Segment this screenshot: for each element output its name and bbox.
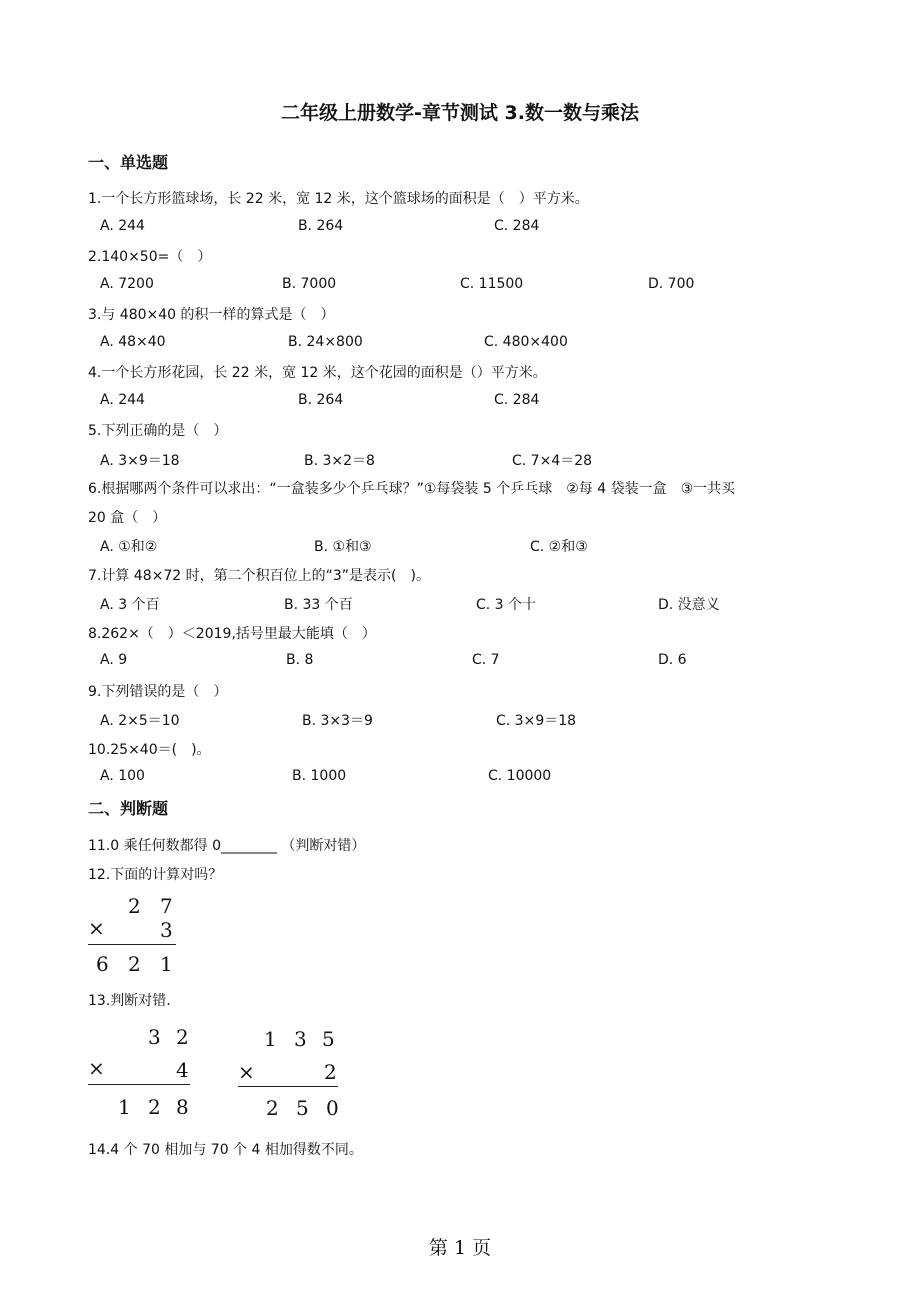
q10-option-a: A. 100 (100, 768, 145, 784)
q8-option-d: D. 6 (658, 652, 687, 668)
q13a-result-digit: 2 (148, 1095, 161, 1119)
q3-option-c: C. 480×400 (484, 334, 568, 350)
q12-multiplier-digit: 3 (160, 918, 173, 942)
question-11: 11.0 乘任何数都得 0________ （判断对错） (88, 838, 366, 854)
question-2: 2.140×50=（ ） (88, 249, 212, 265)
q13a-result-digit: 1 (118, 1095, 131, 1119)
q9-option-b: B. 3×3＝9 (302, 713, 373, 729)
q13b-top-digit: 1 (264, 1027, 277, 1051)
q13a-result-line (88, 1084, 190, 1085)
q7-option-c: C. 3 个十 (476, 597, 537, 613)
q8-option-a: A. 9 (100, 652, 128, 668)
q9-option-a: A. 2×5＝10 (100, 713, 180, 729)
q7-option-d: D. 没意义 (658, 597, 720, 613)
q10-option-c: C. 10000 (488, 768, 552, 784)
question-9: 9.下列错误的是（ ） (88, 684, 228, 700)
q12-multiply-sign: × (88, 916, 105, 940)
question-10: 10.25×40＝( )。 (88, 742, 211, 758)
q7-option-a: A. 3 个百 (100, 597, 160, 613)
q13b-multiplier-digit: 2 (324, 1060, 337, 1084)
question-12: 12.下面的计算对吗？ (88, 867, 223, 883)
q13b-result-digit: 2 (266, 1096, 279, 1120)
question-7: 7.计算 48×72 时，第二个积百位上的“3”是表示( )。 (88, 568, 430, 584)
q3-option-a: A. 48×40 (100, 334, 166, 350)
q2-option-b: B. 7000 (282, 276, 337, 292)
section-heading-true-false: 二、判断题 (88, 799, 169, 818)
q13b-result-line (238, 1086, 338, 1087)
q6-option-c: C. ②和③ (530, 539, 588, 555)
q1-option-c: C. 284 (494, 218, 540, 234)
q8-option-b: B. 8 (286, 652, 314, 668)
q5-option-c: C. 7×4＝28 (512, 453, 593, 469)
q4-option-a: A. 244 (100, 392, 145, 408)
question-6: 6.根据哪两个条件可以求出：“一盒装多少个乒乓球？”①每袋装 5 个乒乓球 ②每 4 袋装一盒 ③一共买 (88, 481, 736, 497)
question-3: 3.与 480×40 的积一样的算式是（ ） (88, 307, 335, 323)
page-number: 第 1 页 (428, 1237, 492, 1259)
q13a-multiply-sign: × (88, 1056, 105, 1080)
q13b-top-digit: 5 (322, 1027, 335, 1051)
q13b-result-digit: 5 (296, 1096, 309, 1120)
q9-option-c: C. 3×9＝18 (496, 713, 577, 729)
q8-option-c: C. 7 (472, 652, 500, 668)
q13a-top-digit: 3 (148, 1025, 161, 1049)
q10-option-b: B. 1000 (292, 768, 347, 784)
q2-option-a: A. 7200 (100, 276, 154, 292)
q13b-top-digit: 3 (294, 1027, 307, 1051)
q7-option-b: B. 33 个百 (284, 597, 353, 613)
q5-option-b: B. 3×2＝8 (304, 453, 375, 469)
q12-top-digit: 2 (128, 894, 141, 918)
q2-option-d: D. 700 (648, 276, 695, 292)
q12-result-digit: 6 (96, 952, 109, 976)
q12-result-digit: 1 (160, 952, 173, 976)
q4-option-b: B. 264 (298, 392, 344, 408)
q1-option-a: A. 244 (100, 218, 145, 234)
question-4: 4.一个长方形花园，长 22 米，宽 12 米，这个花园的面积是（）平方米。 (88, 365, 547, 381)
question-5: 5.下列正确的是（ ） (88, 423, 228, 439)
q12-result-digit: 2 (128, 952, 141, 976)
question-14: 14.4 个 70 相加与 70 个 4 相加得数不同。 (88, 1142, 363, 1158)
q3-option-b: B. 24×800 (288, 334, 363, 350)
q2-option-c: C. 11500 (460, 276, 524, 292)
q6-option-b: B. ①和③ (314, 539, 372, 555)
q12-result-line (88, 944, 176, 945)
q4-option-c: C. 284 (494, 392, 540, 408)
q13b-multiply-sign: × (238, 1060, 255, 1084)
q13a-result-digit: 8 (176, 1095, 189, 1119)
question-13: 13.判断对错. (88, 993, 171, 1009)
q13a-top-digit: 2 (176, 1025, 189, 1049)
q13a-multiplier-digit: 4 (176, 1058, 189, 1082)
q13b-result-digit: 0 (326, 1096, 339, 1120)
q12-top-digit: 7 (160, 894, 173, 918)
question-1: 1.一个长方形篮球场，长 22 米，宽 12 米，这个篮球场的面积是（ ）平方米。 (88, 191, 589, 207)
q5-option-a: A. 3×9＝18 (100, 453, 180, 469)
document-title: 二年级上册数学-章节测试 3.数一数与乘法 (281, 102, 639, 124)
section-heading-single-choice: 一、单选题 (88, 153, 169, 172)
question-6-continued: 20 盒（ ） (88, 510, 167, 526)
q1-option-b: B. 264 (298, 218, 344, 234)
q6-option-a: A. ①和② (100, 539, 158, 555)
question-8: 8.262×（ ）＜2019,括号里最大能填（ ） (88, 626, 376, 642)
